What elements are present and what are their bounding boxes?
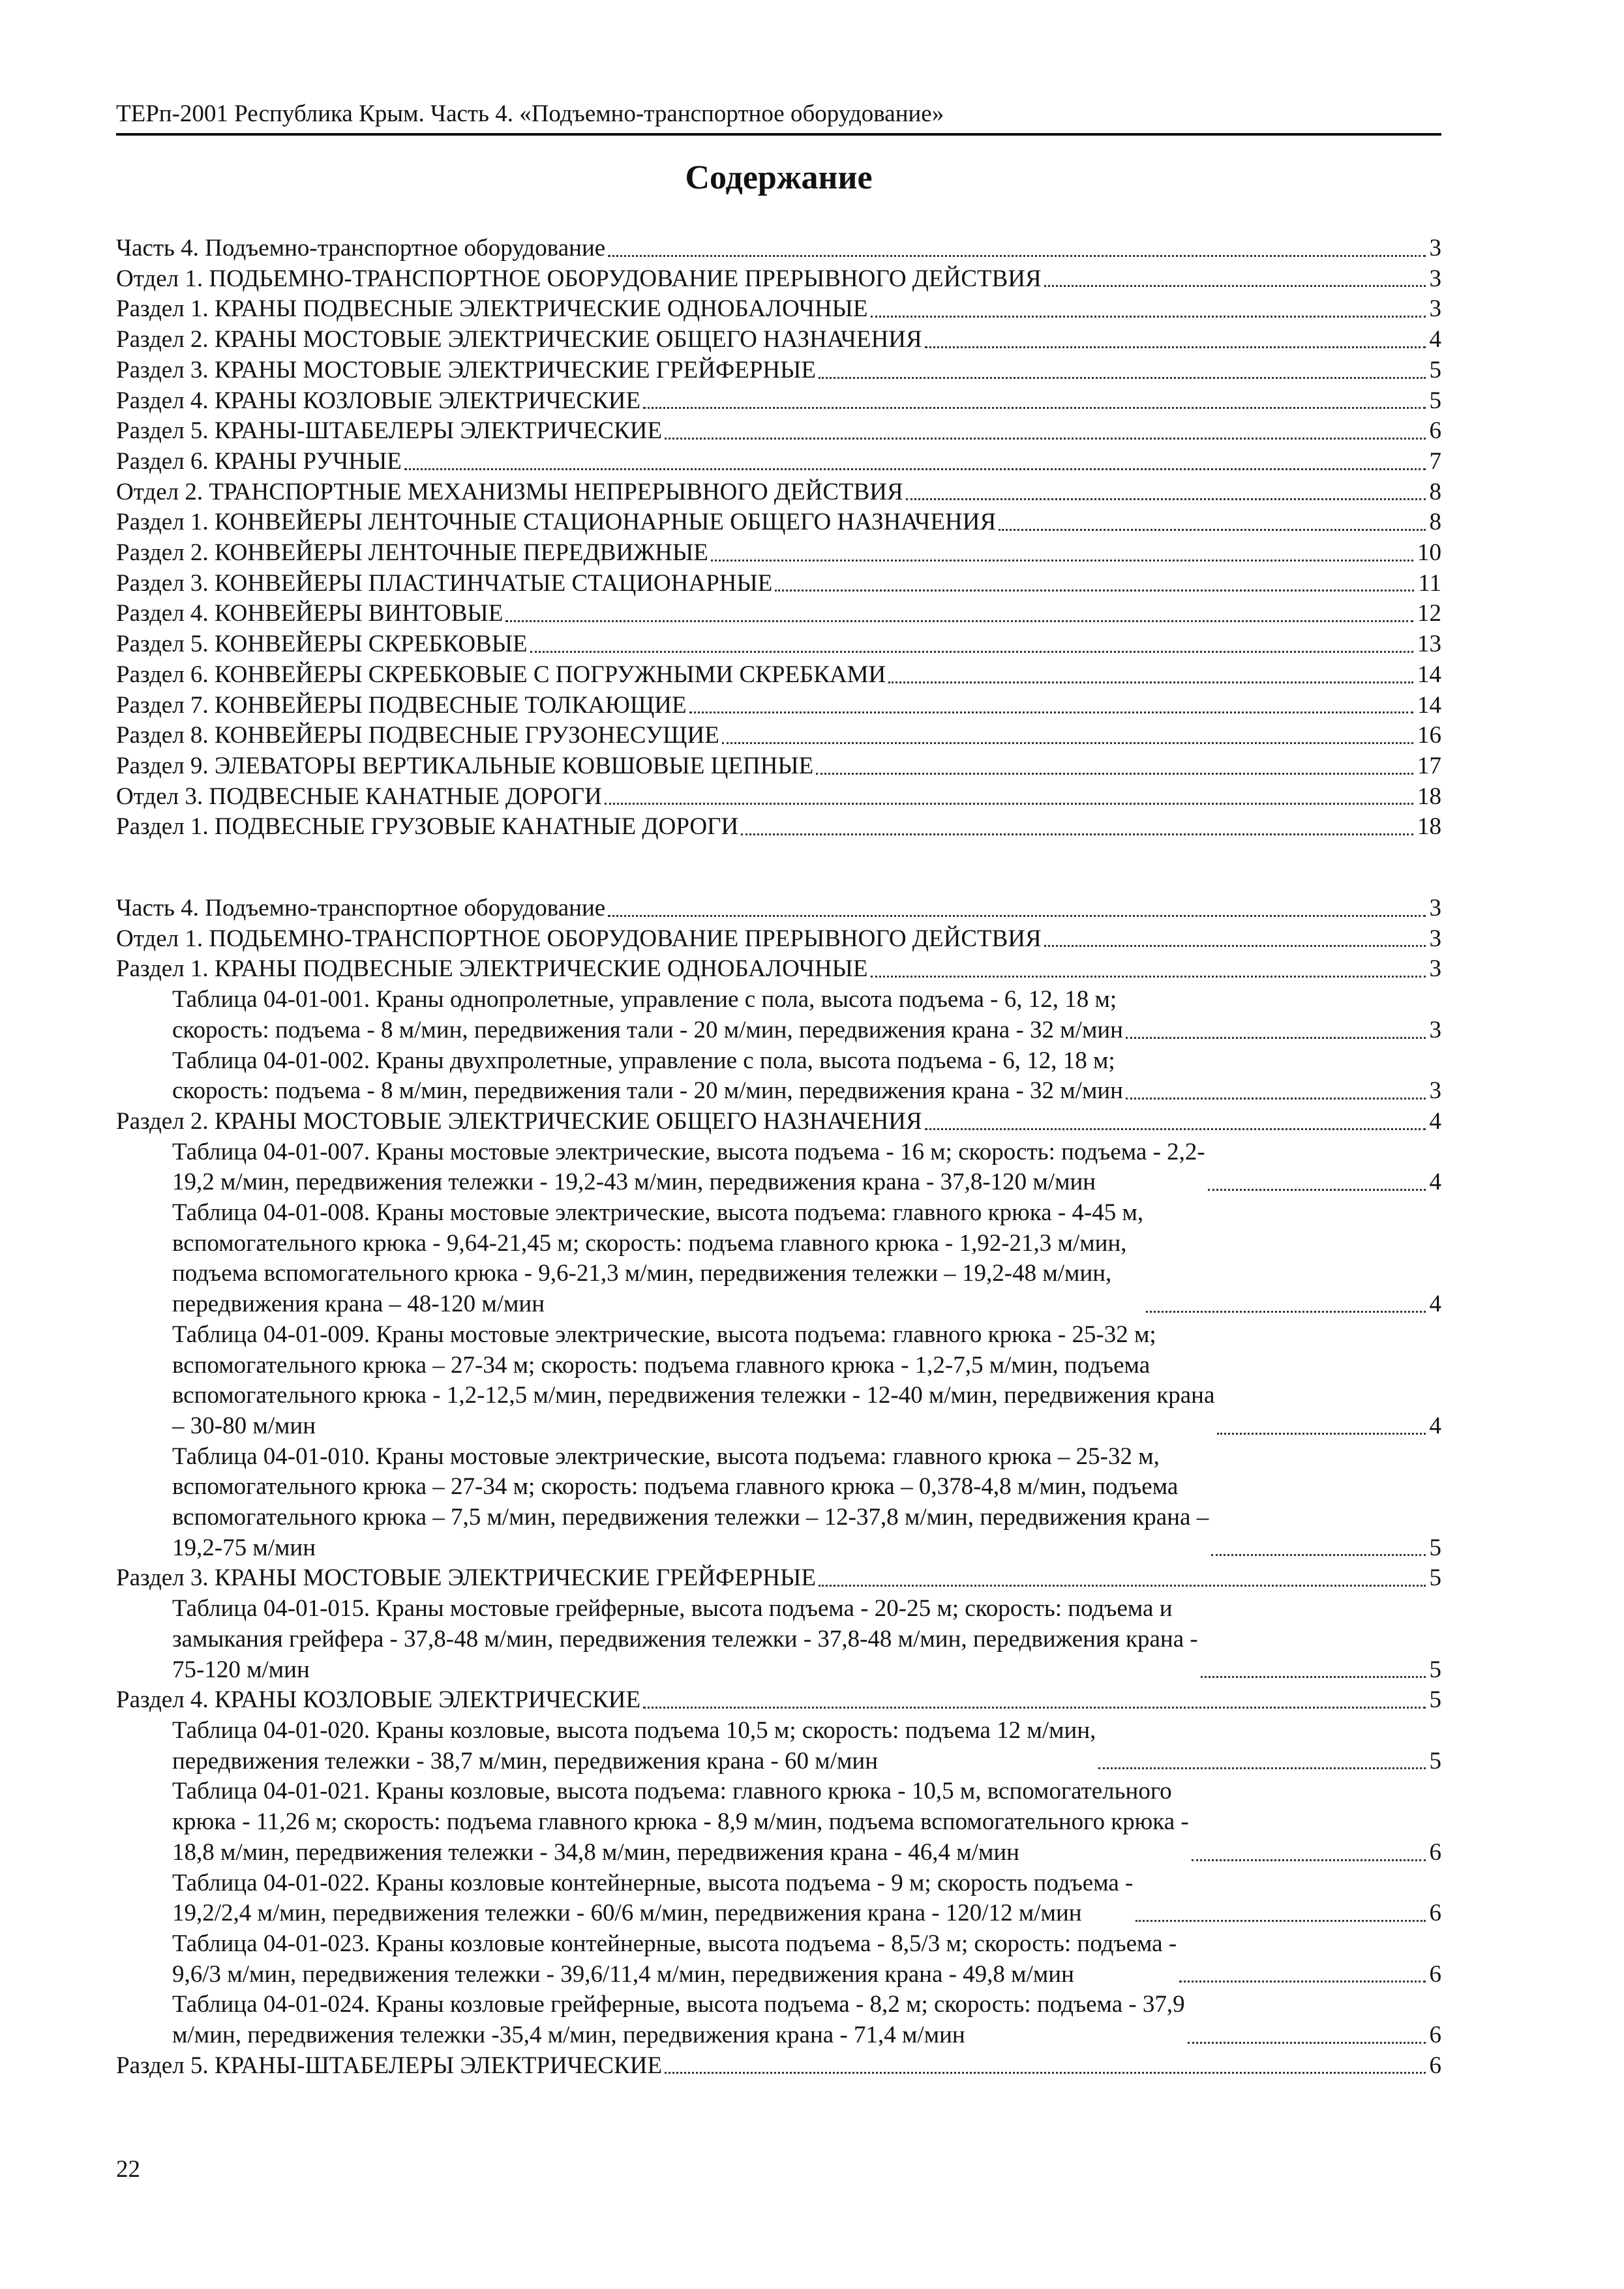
toc-entry[interactable] [116,355,1441,386]
dot-leader [741,833,1413,835]
toc-entry-text: Раздел 3. КРАНЫ МОСТОВЫЕ ЭЛЕКТРИЧЕСКИЕ ГРЕЙФЕРНЫЕ [116,1564,816,1592]
toc-entry[interactable] [116,812,1441,843]
dot-leader [1201,1675,1426,1678]
toc-entry-text: Таблица 04-01-022. Краны козловые контейнерные, высота подъема - 9 м; скорость подъема - 19,2/2,4 м/мин, передвижения тележки - 60/6 м/мин, передвижения крана - 120/12 м/мин [172,1869,1134,1927]
toc-entry[interactable] [116,660,1441,691]
toc-entry-page-number: 5 [1429,356,1441,383]
dot-leader [819,1584,1426,1587]
toc-entry-text: Таблица 04-01-007. Краны мостовые электрические, высота подъема - 16 м; скорость: подъема - 2,2- 19,2 м/мин, передвижения тележки - 19,2-43 м/мин, передвижения крана - 37,8-120 м/мин [172,1138,1205,1196]
page-title: Содержание [685,159,873,196]
toc-entry[interactable] [116,1929,1441,1990]
toc-short-list [116,233,1441,843]
toc-entry[interactable] [116,721,1441,751]
dot-leader [1211,1553,1425,1556]
toc-entry[interactable] [116,2051,1441,2082]
toc-entry[interactable] [116,477,1441,508]
dot-leader [906,498,1426,500]
toc-entry-page-number: 4 [1429,1291,1441,1318]
toc-entry[interactable] [116,416,1441,447]
dot-leader [605,802,1413,805]
page-number: 22 [116,2156,140,2183]
toc-entry[interactable] [116,782,1441,813]
toc-entry[interactable] [116,538,1441,569]
toc-entry-page-number: 3 [1429,955,1441,983]
toc-entry-text: Отдел 3. ПОДВЕСНЫЕ КАНАТНЫЕ ДОРОГИ [116,783,602,810]
toc-entry[interactable] [116,629,1441,660]
dot-leader [530,650,1413,653]
toc-entry-text: Отдел 2. ТРАНСПОРТНЫЕ МЕХАНИЗМЫ НЕПРЕРЫВНОГО ДЕЙСТВИЯ [116,478,903,505]
dot-leader [1146,1310,1425,1313]
toc-entry-page-number: 5 [1429,1747,1441,1774]
toc-entry-page-number: 11 [1418,569,1441,597]
toc-entry-page-number: 4 [1429,1107,1441,1135]
dot-leader [816,772,1413,775]
dot-leader [871,975,1426,978]
dot-leader [1044,284,1426,287]
toc-entry-text: Отдел 1. ПОДЬЕМНО-ТРАНСПОРТНОЕ ОБОРУДОВАНИЕ ПРЕРЫВНОГО ДЕЙСТВИЯ [116,265,1042,292]
toc-entry[interactable] [116,1685,1441,1716]
dot-leader [1098,1767,1425,1769]
toc-entry-page-number: 10 [1417,539,1441,567]
toc-entry-page-number: 5 [1429,387,1441,414]
toc-entry-text: Таблица 04-01-024. Краны козловые грейферные, высота подъема - 8,2 м; скорость: подъема - 37,9 м/мин, передвижения тележки -35,4 м/мин, передвижения крана - 71,4 м/мин [172,1991,1185,2049]
dot-leader [689,711,1413,713]
toc-entry-page-number: 4 [1429,326,1441,353]
toc-entry-page-number: 13 [1417,631,1441,658]
toc-entry-page-number: 5 [1429,1686,1441,1714]
toc-entry-text: Раздел 3. КОНВЕЙЕРЫ ПЛАСТИНЧАТЫЕ СТАЦИОНАРНЫЕ [116,569,773,597]
dot-leader [1192,1859,1426,1861]
dot-leader [404,468,1426,470]
toc-entry-page-number: 3 [1429,925,1441,952]
toc-entry-text: Таблица 04-01-010. Краны мостовые электрические, высота подъема: главного крюка – 25-32 м, вспомогательного крюка – 27-34 м; скорость: подъема главного крюка – 0,378-4,8 м/мин, подъема вспомогательного крюка – 7,5 м/мин, передвижения тележки – 12-37,8 м/мин, передвижения крана – 19,2-75 м/мин [172,1443,1209,1561]
toc-entry-text: Раздел 6. КРАНЫ РУЧНЫЕ [116,447,402,475]
toc-entry-page-number: 3 [1429,265,1441,292]
toc-entry-text: Раздел 1. КРАНЫ ПОДВЕСНЫЕ ЭЛЕКТРИЧЕСКИЕ ОДНОБАЛОЧНЫЕ [116,955,868,983]
dot-leader [775,589,1414,591]
toc-entry-page-number: 3 [1429,1016,1441,1043]
toc-entry-page-number: 14 [1417,691,1441,719]
toc-entry-text: Раздел 1. ПОДВЕСНЫЕ ГРУЗОВЫЕ КАНАТНЫЕ ДОРОГИ [116,813,739,841]
dot-leader [711,559,1413,561]
toc-entry-page-number: 3 [1429,895,1441,921]
toc-entry-text: Таблица 04-01-001. Краны однопролетные, управление с пола, высота подъема - 6, 12, 18 м; скорость: подъема - 8 м/мин, передвижения тали - 20 м/мин, передвижения крана - 32 м/мин [172,986,1123,1043]
dot-leader [722,741,1413,744]
toc-entry-page-number: 6 [1429,1900,1441,1927]
toc-entry-page-number: 3 [1429,1077,1441,1105]
running-header: ТЕРп-2001 Республика Крым. Часть 4. «Подъемно-транспортное оборудование» [116,98,1441,136]
toc-entry[interactable] [116,924,1441,955]
toc-entry-text: Таблица 04-01-021. Краны козловые, высота подъема: главного крюка - 10,5 м, вспомогательного крюка - 11,26 м; скорость: подъема главного крюка - 8,9 м/мин, подъема вспомогательного крюка - 18,8 м/мин, передвижения тележки - 34,8 м/мин, передвижения крана - 46,4 м/мин [172,1778,1189,1866]
toc-entry[interactable] [116,294,1441,325]
toc-entry-text: Таблица 04-01-002. Краны двухпролетные, управление с пола, высота подъема - 6, 12, 18 м; скорость: подъема - 8 м/мин, передвижения тали - 20 м/мин, передвижения крана - 32 м/мин [172,1047,1123,1105]
toc-entry-page-number: 5 [1429,1656,1441,1683]
toc-entry-page-number: 7 [1429,447,1441,475]
dot-leader [819,376,1426,379]
dot-leader [1208,1188,1426,1191]
dot-leader [665,2071,1425,2074]
toc-entry-text: Раздел 5. КРАНЫ-ШТАБЕЛЕРЫ ЭЛЕКТРИЧЕСКИЕ [116,417,663,445]
toc-entry-page-number: 16 [1417,722,1441,749]
dot-leader [1217,1432,1425,1435]
toc-entry[interactable] [116,1776,1441,1868]
dot-leader [925,1128,1426,1130]
toc-entry-text: Таблица 04-01-009. Краны мостовые электрические, высота подъема: главного крюка - 25-32 м; вспомогательного крюка – 27-34 м; скорость: подъема главного крюка - 1,2-7,5 м/мин, подъема вспомогательного крюка - 1,2-12,5 м/мин, передвижения тележки - 12-40 м/мин, передвижения крана – 30-80 м/мин [172,1321,1215,1439]
toc-entry-text: Раздел 2. КРАНЫ МОСТОВЫЕ ЭЛЕКТРИЧЕСКИЕ ОБЩЕГО НАЗНАЧЕНИЯ [116,1107,922,1135]
toc-entry[interactable] [116,1716,1441,1776]
toc-entry[interactable] [116,1107,1441,1137]
toc-entry-page-number: 17 [1417,752,1441,779]
toc-entry-text: Таблица 04-01-008. Краны мостовые электрические, высота подъема: главного крюка - 4-45 м, вспомогательного крюка - 9,64-21,45 м; скорость: подъема главного крюка - 1,92-21,3 м/мин, подъема вспомогательного крюка - 9,6-21,3 м/мин, передвижения тележки – 19,2-48 м/мин, передвижения крана – 48-120 м/мин [172,1199,1144,1318]
toc-entry-page-number: 5 [1429,1534,1441,1561]
toc-entry[interactable] [116,507,1441,538]
toc-entry-text: Раздел 6. КОНВЕЙЕРЫ СКРЕБКОВЫЕ С ПОГРУЖНЫМИ СКРЕБКАМИ [116,661,886,688]
dot-leader [871,315,1426,318]
toc-entry[interactable] [116,1198,1441,1320]
toc-entry-page-number: 12 [1417,600,1441,627]
dot-leader [925,346,1426,348]
toc-entry-text: Часть 4. Подъемно-транспортное оборудование [116,235,606,262]
toc-entry-text: Раздел 4. КРАНЫ КОЗЛОВЫЕ ЭЛЕКТРИЧЕСКИЕ [116,1686,641,1714]
toc-entry-text: Раздел 1. КОНВЕЙЕРЫ ЛЕНТОЧНЫЕ СТАЦИОНАРНЫЕ ОБЩЕГО НАЗНАЧЕНИЯ [116,509,997,536]
dot-leader [1126,1097,1426,1100]
toc-entry[interactable] [116,386,1441,417]
toc-entry[interactable] [116,1563,1441,1594]
dot-leader [999,528,1425,531]
toc-entry[interactable] [116,447,1441,477]
toc-detailed-list [116,893,1441,2081]
toc-entry-text: Раздел 3. КРАНЫ МОСТОВЫЕ ЭЛЕКТРИЧЕСКИЕ ГРЕЙФЕРНЫЕ [116,356,816,383]
toc-entry-text: Раздел 7. КОНВЕЙЕРЫ ПОДВЕСНЫЕ ТОЛКАЮЩИЕ [116,691,687,719]
dot-leader [1179,1980,1425,1982]
toc-entry-page-number: 4 [1429,1169,1441,1196]
toc-entry-text: Раздел 1. КРАНЫ ПОДВЕСНЫЕ ЭЛЕКТРИЧЕСКИЕ ОДНОБАЛОЧНЫЕ [116,295,868,323]
toc-entry-page-number: 6 [1429,1838,1441,1866]
toc-entry[interactable] [116,264,1441,295]
toc-entry[interactable] [116,985,1441,1045]
dot-leader [505,620,1413,622]
toc-entry[interactable] [116,1442,1441,1564]
toc-entry[interactable] [116,233,1441,264]
dot-leader [608,254,1425,257]
toc-entry-text: Таблица 04-01-020. Краны козловые, высота подъема 10,5 м; скорость: подъема 12 м/мин, передвижения тележки - 38,7 м/мин, передвижения крана - 60 м/мин [172,1716,1096,1774]
toc-entry-page-number: 8 [1429,509,1441,536]
toc-entry-page-number: 18 [1417,783,1441,810]
dot-leader [888,681,1413,683]
toc-entry-page-number: 8 [1429,478,1441,505]
toc-entry-text: Раздел 4. КРАНЫ КОЗЛОВЫЕ ЭЛЕКТРИЧЕСКИЕ [116,387,641,414]
toc-entry-text: Раздел 5. КОНВЕЙЕРЫ СКРЕБКОВЫЕ [116,631,528,658]
toc-entry-page-number: 6 [1429,1960,1441,1988]
dot-leader [643,1706,1425,1709]
toc-entry-text: Раздел 8. КОНВЕЙЕРЫ ПОДВЕСНЫЕ ГРУЗОНЕСУЩИЕ [116,722,719,749]
toc-entry[interactable] [116,893,1441,924]
toc-entry-page-number: 5 [1429,1564,1441,1592]
toc-entry-text: Таблица 04-01-015. Краны мостовые грейферные, высота подъема - 20-25 м; скорость: подъема и замыкания грейфера - 37,8-48 м/мин, передвижения тележки - 37,8-48 м/мин, передвижения крана - 75-120 м/мин [172,1595,1198,1683]
toc-entry-page-number: 14 [1417,661,1441,688]
toc-entry[interactable] [116,569,1441,599]
toc-entry[interactable] [116,1320,1441,1442]
toc-entry-text: Раздел 2. КОНВЕЙЕРЫ ЛЕНТОЧНЫЕ ПЕРЕДВИЖНЫЕ [116,539,708,567]
toc-entry[interactable] [116,1137,1441,1198]
toc-entry-page-number: 3 [1429,295,1441,323]
dot-leader [608,914,1425,917]
toc-entry-text: Раздел 4. КОНВЕЙЕРЫ ВИНТОВЫЕ [116,600,504,627]
toc-entry-text: Таблица 04-01-023. Краны козловые контейнерные, высота подъема - 8,5/3 м; скорость: подъема - 9,6/3 м/мин, передвижения тележки - 39,6/11,4 м/мин, передвижения крана - 49,8 м/мин [172,1930,1177,1988]
dot-leader [1135,1919,1425,1922]
toc-entry-page-number: 6 [1429,2052,1441,2079]
toc-entry[interactable] [116,691,1441,721]
dot-leader [665,437,1425,440]
toc-entry[interactable] [116,599,1441,629]
toc-entry-text: Отдел 1. ПОДЬЕМНО-ТРАНСПОРТНОЕ ОБОРУДОВАНИЕ ПРЕРЫВНОГО ДЕЙСТВИЯ [116,925,1042,952]
toc-entry-page-number: 6 [1429,2022,1441,2049]
toc-entry-text: Раздел 5. КРАНЫ-ШТАБЕЛЕРЫ ЭЛЕКТРИЧЕСКИЕ [116,2052,663,2079]
toc-entry[interactable] [116,1990,1441,2050]
dot-leader [1126,1036,1426,1039]
toc-entry[interactable] [116,751,1441,782]
dot-leader [643,406,1425,409]
toc-entry[interactable] [116,954,1441,985]
toc-entry-text: Раздел 2. КРАНЫ МОСТОВЫЕ ЭЛЕКТРИЧЕСКИЕ ОБЩЕГО НАЗНАЧЕНИЯ [116,326,922,353]
dot-leader [1044,944,1426,947]
toc-entry[interactable] [116,1046,1441,1107]
toc-entry-page-number: 3 [1429,235,1441,262]
toc-entry[interactable] [116,1868,1441,1929]
toc-entry-page-number: 18 [1417,813,1441,841]
dot-leader [1188,2041,1426,2044]
toc-entry-page-number: 6 [1429,417,1441,445]
toc-entry[interactable] [116,1594,1441,1685]
toc-entry-page-number: 4 [1429,1412,1441,1439]
toc-entry-text: Часть 4. Подъемно-транспортное оборудование [116,895,606,921]
toc-entry[interactable] [116,325,1441,355]
toc-entry-text: Раздел 9. ЭЛЕВАТОРЫ ВЕРТИКАЛЬНЫЕ КОВШОВЫЕ ЦЕПНЫЕ [116,752,814,779]
